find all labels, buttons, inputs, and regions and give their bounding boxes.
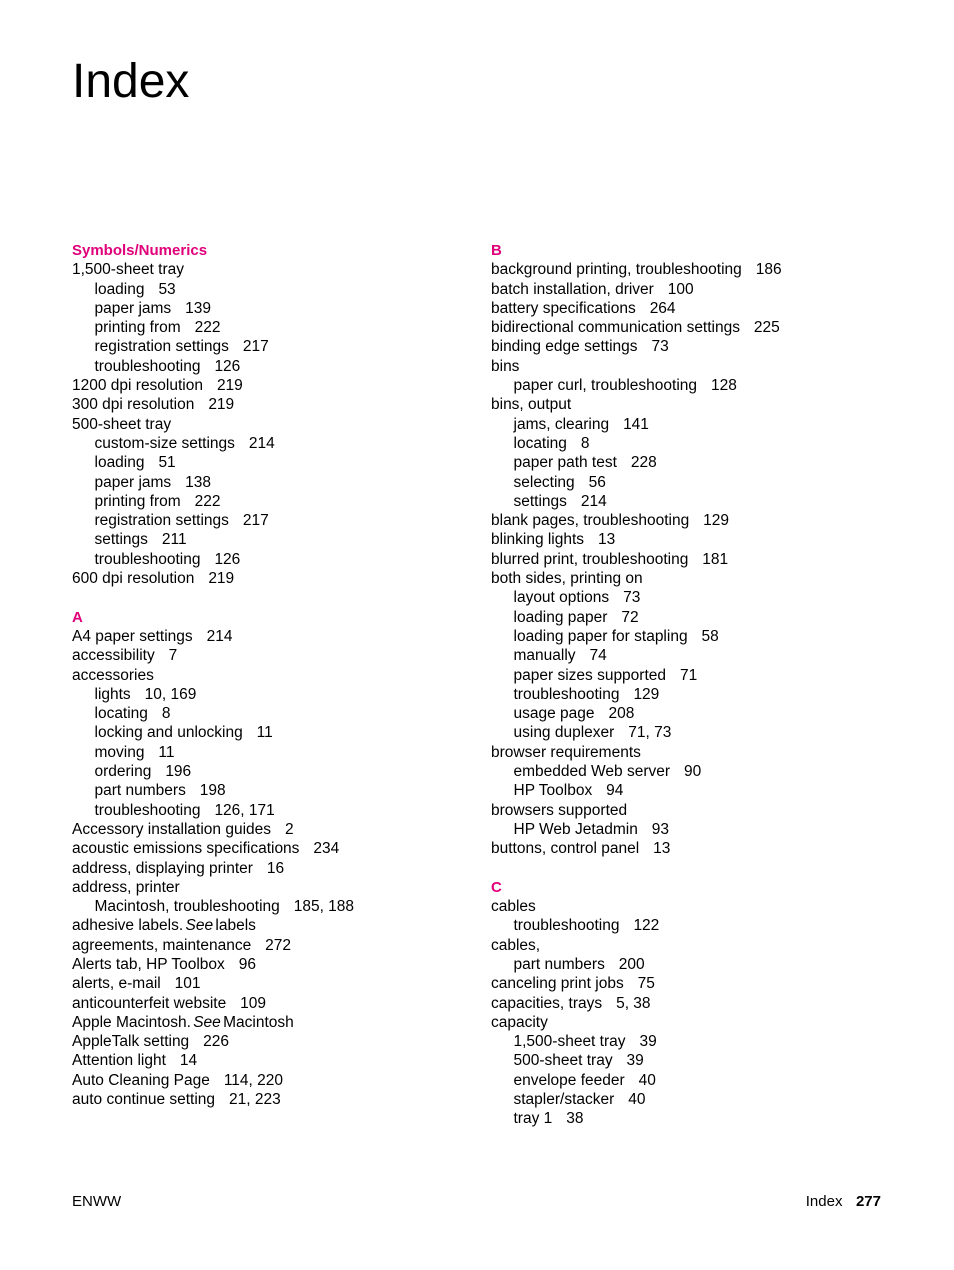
entry-term: 1,500-sheet tray: [72, 261, 185, 279]
entry-page-numbers: 196: [165, 763, 192, 781]
entry-page-numbers: 94: [606, 782, 624, 800]
entry-term: Attention light: [72, 1052, 166, 1070]
page-title: Index: [72, 55, 190, 108]
index-entry: [491, 994, 891, 1013]
entry-term: agreements, maintenance: [72, 936, 252, 954]
index-entry: [72, 260, 472, 279]
entry-page-numbers: 214: [248, 434, 275, 452]
entry-term: Alerts tab, HP Toolbox: [72, 955, 225, 973]
index-subentry: [72, 897, 472, 916]
entry-term: locating: [513, 434, 567, 452]
entry-term: 1,500-sheet tray: [513, 1033, 626, 1051]
entry-page-numbers: 10, 169: [144, 685, 197, 703]
index-entry: [491, 1013, 891, 1032]
index-entry: [491, 395, 891, 414]
index-subentry: [491, 781, 891, 800]
index-entry: [72, 666, 472, 685]
index-subentry: [491, 415, 891, 434]
index-subentry: [491, 608, 891, 627]
entry-page-numbers: 185, 188: [293, 898, 355, 916]
entry-term: envelope feeder: [513, 1071, 625, 1089]
entry-page-numbers: 129: [703, 512, 730, 530]
index-entry: [72, 1090, 472, 1109]
entry-page-numbers: 198: [199, 782, 226, 800]
entry-term: moving: [94, 743, 145, 761]
index-subentry: [491, 1032, 891, 1051]
entry-page-numbers: 11: [158, 743, 175, 761]
index-entry: [72, 1051, 472, 1070]
entry-term: binding edge settings: [491, 338, 638, 356]
entry-term: browser requirements: [491, 743, 641, 761]
entry-page-numbers: 126, 171: [214, 801, 275, 819]
index-section: [72, 241, 472, 588]
entry-term: AppleTalk setting: [72, 1033, 190, 1051]
entry-page-numbers: 226: [203, 1033, 229, 1051]
entry-term: blurred print, troubleshooting: [491, 550, 689, 568]
entry-page-numbers: 56: [588, 473, 606, 491]
index-subentry: [72, 357, 472, 376]
entry-page-numbers: 71, 73: [628, 724, 672, 742]
entry-term: acoustic emissions specifications: [72, 840, 300, 858]
entry-term: stapler/stacker: [513, 1091, 615, 1109]
index-subentry: [491, 434, 891, 453]
entry-page-numbers: 21, 223: [229, 1091, 281, 1109]
entry-term: buttons, control panel: [491, 840, 640, 858]
index-column-left: [72, 241, 472, 1129]
entry-term: jams, clearing: [513, 415, 610, 433]
index-subentry: [491, 492, 891, 511]
entry-term: address, displaying printer: [72, 859, 253, 877]
index-subentry: [491, 666, 891, 685]
entry-page-numbers: 16: [266, 859, 285, 877]
entry-page-numbers: 8: [580, 434, 590, 452]
entry-term: manually: [513, 647, 576, 665]
entry-term: 600 dpi resolution: [72, 570, 195, 588]
entry-page-numbers: 13: [598, 531, 616, 549]
entry-term: troubleshooting: [94, 357, 201, 375]
index-entry: [491, 974, 891, 993]
index-subentry: [491, 646, 891, 665]
index-subentry: [72, 473, 472, 492]
index-subentry: [491, 1071, 891, 1090]
entry-page-numbers: 13: [653, 840, 671, 858]
index-entry: [491, 569, 891, 588]
entry-term: auto continue setting: [72, 1091, 216, 1109]
index-subentry: [72, 801, 472, 820]
index-subentry: [491, 723, 891, 742]
entry-term: cables,: [491, 936, 541, 954]
index-subentry: [491, 955, 891, 974]
index-subentry: [491, 1051, 891, 1070]
entry-page-numbers: 101: [174, 975, 201, 993]
entry-page-numbers: 38: [566, 1110, 584, 1128]
index-entry: [72, 646, 472, 665]
entry-page-numbers: 126: [214, 550, 241, 568]
entry-term: 300 dpi resolution: [72, 396, 195, 414]
entry-term: printing from: [94, 319, 181, 337]
entry-term: settings: [94, 531, 148, 549]
footer-page-label: [806, 1192, 881, 1212]
entry-page-numbers: 264: [649, 299, 676, 317]
entry-term: troubleshooting: [513, 917, 620, 935]
index-section: [491, 878, 891, 1129]
entry-page-numbers: 53: [158, 280, 176, 298]
index-entry: [72, 936, 472, 955]
entry-term: Accessory installation guides: [72, 820, 272, 838]
entry-page-numbers: 272: [265, 936, 292, 954]
index-subentry: [72, 762, 472, 781]
entry-term: paper curl, troubleshooting: [513, 377, 698, 395]
entry-page-numbers: 7: [168, 647, 178, 665]
entry-term: locating: [94, 705, 148, 723]
entry-term: part numbers: [513, 955, 605, 973]
entry-page-numbers: 208: [608, 705, 635, 723]
index-entry: [72, 569, 472, 588]
index-entry: [72, 859, 472, 878]
entry-term: blinking lights: [491, 531, 585, 549]
index-section-heading: A: [72, 608, 83, 626]
entry-page-numbers: 14: [179, 1052, 198, 1070]
footer-publisher-code: ENWW: [72, 1193, 122, 1210]
entry-term: troubleshooting: [513, 685, 620, 703]
entry-term: HP Toolbox: [513, 782, 593, 800]
index-subentry: [491, 588, 891, 607]
entry-term: paper jams: [94, 473, 172, 491]
entry-term: bidirectional communication settings: [491, 319, 740, 337]
entry-term: background printing, troubleshooting: [491, 261, 742, 279]
entry-page-numbers: 73: [623, 589, 641, 607]
entry-page-numbers: 51: [158, 454, 176, 472]
entry-term: tray 1: [513, 1110, 553, 1128]
entry-page-numbers: 11: [256, 724, 273, 742]
entry-term: custom-size settings: [94, 434, 235, 452]
entry-term: A4 paper settings: [72, 627, 193, 645]
entry-page-numbers: 141: [623, 415, 649, 433]
entry-term: layout options: [513, 589, 610, 607]
entry-term: registration settings: [94, 512, 229, 530]
entry-page-numbers: 90: [683, 763, 702, 781]
index-subentry: [72, 550, 472, 569]
index-entry: [72, 820, 472, 839]
entry-term: loading: [94, 280, 145, 298]
entry-term: loading paper: [513, 608, 608, 626]
entry-term: accessibility: [72, 647, 155, 665]
entry-page-numbers: 200: [618, 955, 645, 973]
index-entry: [491, 936, 891, 955]
entry-term: batch installation, driver: [491, 280, 654, 298]
entry-term: part numbers: [94, 782, 186, 800]
index-column-right: [491, 241, 891, 1148]
entry-page-numbers: 96: [238, 955, 256, 973]
entry-page-numbers: 5, 38: [616, 994, 651, 1012]
index-entry: [72, 1032, 472, 1051]
index-entry: [491, 897, 891, 916]
index-entry: [491, 801, 891, 820]
entry-page-numbers: 186: [755, 261, 782, 279]
index-subentry: [491, 1109, 891, 1128]
entry-term: usage page: [513, 705, 595, 723]
entry-term: loading paper for stapling: [513, 627, 688, 645]
entry-term: accessories: [72, 666, 154, 684]
index-subentry: [72, 299, 472, 318]
footer-page-number: 277: [855, 1193, 881, 1210]
entry-page-numbers: 39: [626, 1052, 644, 1070]
entry-term: selecting: [513, 473, 575, 491]
index-section-heading: B: [491, 242, 502, 259]
entry-term: paper jams: [94, 299, 172, 317]
index-subentry: [491, 376, 891, 395]
see-reference-label: See: [185, 917, 214, 935]
entry-term: Auto Cleaning Page: [72, 1071, 210, 1089]
entry-term: ordering: [94, 763, 152, 781]
index-entry: [491, 550, 891, 569]
entry-page-numbers: 72: [621, 608, 639, 626]
index-entry: [491, 839, 891, 858]
index-entry: [72, 994, 472, 1013]
entry-page-numbers: 73: [651, 338, 669, 356]
index-entry: [72, 974, 472, 993]
entry-term: canceling print jobs: [491, 975, 624, 993]
index-entry: [72, 878, 472, 897]
entry-page-numbers: 58: [701, 627, 719, 645]
entry-term: capacity: [491, 1013, 548, 1031]
index-entry: [72, 395, 472, 414]
index-entry: [72, 1071, 472, 1090]
entry-term: blank pages, troubleshooting: [491, 512, 690, 530]
index-subentry: [491, 453, 891, 472]
index-subentry: [72, 453, 472, 472]
entry-page-numbers: 219: [208, 570, 235, 588]
entry-page-numbers: 214: [206, 627, 233, 645]
entry-term: settings: [513, 492, 567, 510]
see-reference-target: labels: [215, 917, 256, 935]
index-subentry: [72, 318, 472, 337]
entry-term: embedded Web server: [513, 763, 671, 781]
entry-term: alerts, e-mail: [72, 975, 161, 993]
entry-page-numbers: 122: [633, 917, 660, 935]
index-subentry: [72, 743, 472, 762]
index-subentry: [72, 530, 472, 549]
index-entry: [72, 955, 472, 974]
entry-term: paper path test: [513, 454, 617, 472]
entry-term: troubleshooting: [94, 550, 201, 568]
entry-page-numbers: 214: [580, 492, 607, 510]
entry-page-numbers: 222: [194, 492, 221, 510]
index-entry: [491, 337, 891, 356]
entry-term: Macintosh, troubleshooting: [94, 898, 280, 916]
index-entry: [491, 743, 891, 762]
entry-term: registration settings: [94, 338, 229, 356]
entry-page-numbers: 128: [710, 377, 737, 395]
entry-page-numbers: 228: [630, 454, 657, 472]
entry-page-numbers: 234: [313, 840, 340, 858]
entry-page-numbers: 2: [284, 820, 294, 838]
entry-page-numbers: 40: [638, 1071, 656, 1089]
entry-term: paper sizes supported: [513, 666, 667, 684]
index-section: [491, 241, 891, 859]
index-subentry: [72, 337, 472, 356]
entry-term: locking and unlocking: [94, 724, 243, 742]
see-reference-target: Macintosh: [223, 1013, 294, 1031]
entry-term: 1200 dpi resolution: [72, 377, 203, 395]
entry-term: loading: [94, 454, 145, 472]
entry-term: address, printer: [72, 878, 180, 896]
entry-page-numbers: 8: [161, 705, 171, 723]
entry-page-numbers: 222: [194, 319, 221, 337]
index-entry: [72, 627, 472, 646]
entry-page-numbers: 109: [240, 994, 267, 1012]
index-subentry: [491, 627, 891, 646]
entry-page-numbers: 39: [639, 1033, 657, 1051]
entry-page-numbers: 114, 220: [223, 1071, 284, 1089]
entry-term: Apple Macintosh.: [72, 1013, 191, 1031]
index-subentry: [491, 1090, 891, 1109]
index-section-heading: C: [491, 878, 502, 896]
entry-term: bins, output: [491, 396, 572, 414]
entry-page-numbers: 217: [242, 512, 269, 530]
index-subentry: [491, 685, 891, 704]
entry-term: bins: [491, 357, 520, 375]
index-subentry: [491, 916, 891, 935]
index-subentry: [491, 473, 891, 492]
index-subentry: [491, 762, 891, 781]
index-entry: [491, 318, 891, 337]
entry-term: anticounterfeit website: [72, 994, 227, 1012]
index-entry: [72, 839, 472, 858]
index-entry: [491, 530, 891, 549]
entry-term: adhesive labels.: [72, 917, 184, 935]
entry-page-numbers: 219: [216, 377, 243, 395]
entry-page-numbers: 100: [667, 280, 694, 298]
entry-page-numbers: 219: [208, 396, 235, 414]
index-entry: [491, 260, 891, 279]
entry-page-numbers: 71: [679, 666, 698, 684]
entry-term: battery specifications: [491, 299, 636, 317]
index-subentry: [491, 820, 891, 839]
index-entry: [72, 415, 472, 434]
index-subentry: [72, 434, 472, 453]
entry-page-numbers: 138: [185, 473, 211, 491]
index-subentry: [72, 280, 472, 299]
index-subentry: [72, 781, 472, 800]
index-subentry: [72, 492, 472, 511]
footer-section-name: Index: [805, 1193, 843, 1210]
index-section-heading: Symbols/Numerics: [72, 242, 208, 259]
index-entry: [491, 511, 891, 530]
entry-term: both sides, printing on: [491, 570, 643, 588]
entry-term: 500-sheet tray: [72, 415, 172, 433]
entry-page-numbers: 181: [702, 550, 729, 568]
entry-term: lights: [94, 685, 131, 703]
entry-page-numbers: 211: [161, 531, 187, 549]
entry-page-numbers: 93: [651, 820, 670, 838]
index-subentry: [72, 723, 472, 742]
index-subentry: [72, 704, 472, 723]
see-reference-label: See: [193, 1013, 221, 1031]
index-subentry: [491, 704, 891, 723]
entry-term: browsers supported: [491, 801, 628, 819]
entry-page-numbers: 74: [589, 647, 607, 665]
entry-page-numbers: 40: [628, 1091, 646, 1109]
entry-term: HP Web Jetadmin: [513, 820, 638, 838]
index-entry: [72, 376, 472, 395]
index-subentry: [72, 511, 472, 530]
entry-term: using duplexer: [513, 724, 615, 742]
entry-page-numbers: 225: [753, 319, 780, 337]
entry-page-numbers: 75: [637, 975, 655, 993]
entry-term: printing from: [94, 492, 181, 510]
entry-page-numbers: 217: [242, 338, 269, 356]
entry-term: cables: [491, 898, 536, 916]
index-entry: [491, 280, 891, 299]
index-entry: [491, 299, 891, 318]
entry-term: capacities, trays: [491, 994, 603, 1012]
entry-term: troubleshooting: [94, 801, 201, 819]
entry-page-numbers: 126: [214, 357, 241, 375]
index-entry: [72, 1013, 472, 1032]
index-subentry: [72, 685, 472, 704]
index-entry: [491, 357, 891, 376]
index-entry: [72, 916, 472, 935]
entry-page-numbers: 139: [185, 299, 211, 317]
index-section: [72, 608, 472, 1110]
entry-page-numbers: 129: [633, 685, 660, 703]
entry-term: 500-sheet tray: [513, 1052, 613, 1070]
